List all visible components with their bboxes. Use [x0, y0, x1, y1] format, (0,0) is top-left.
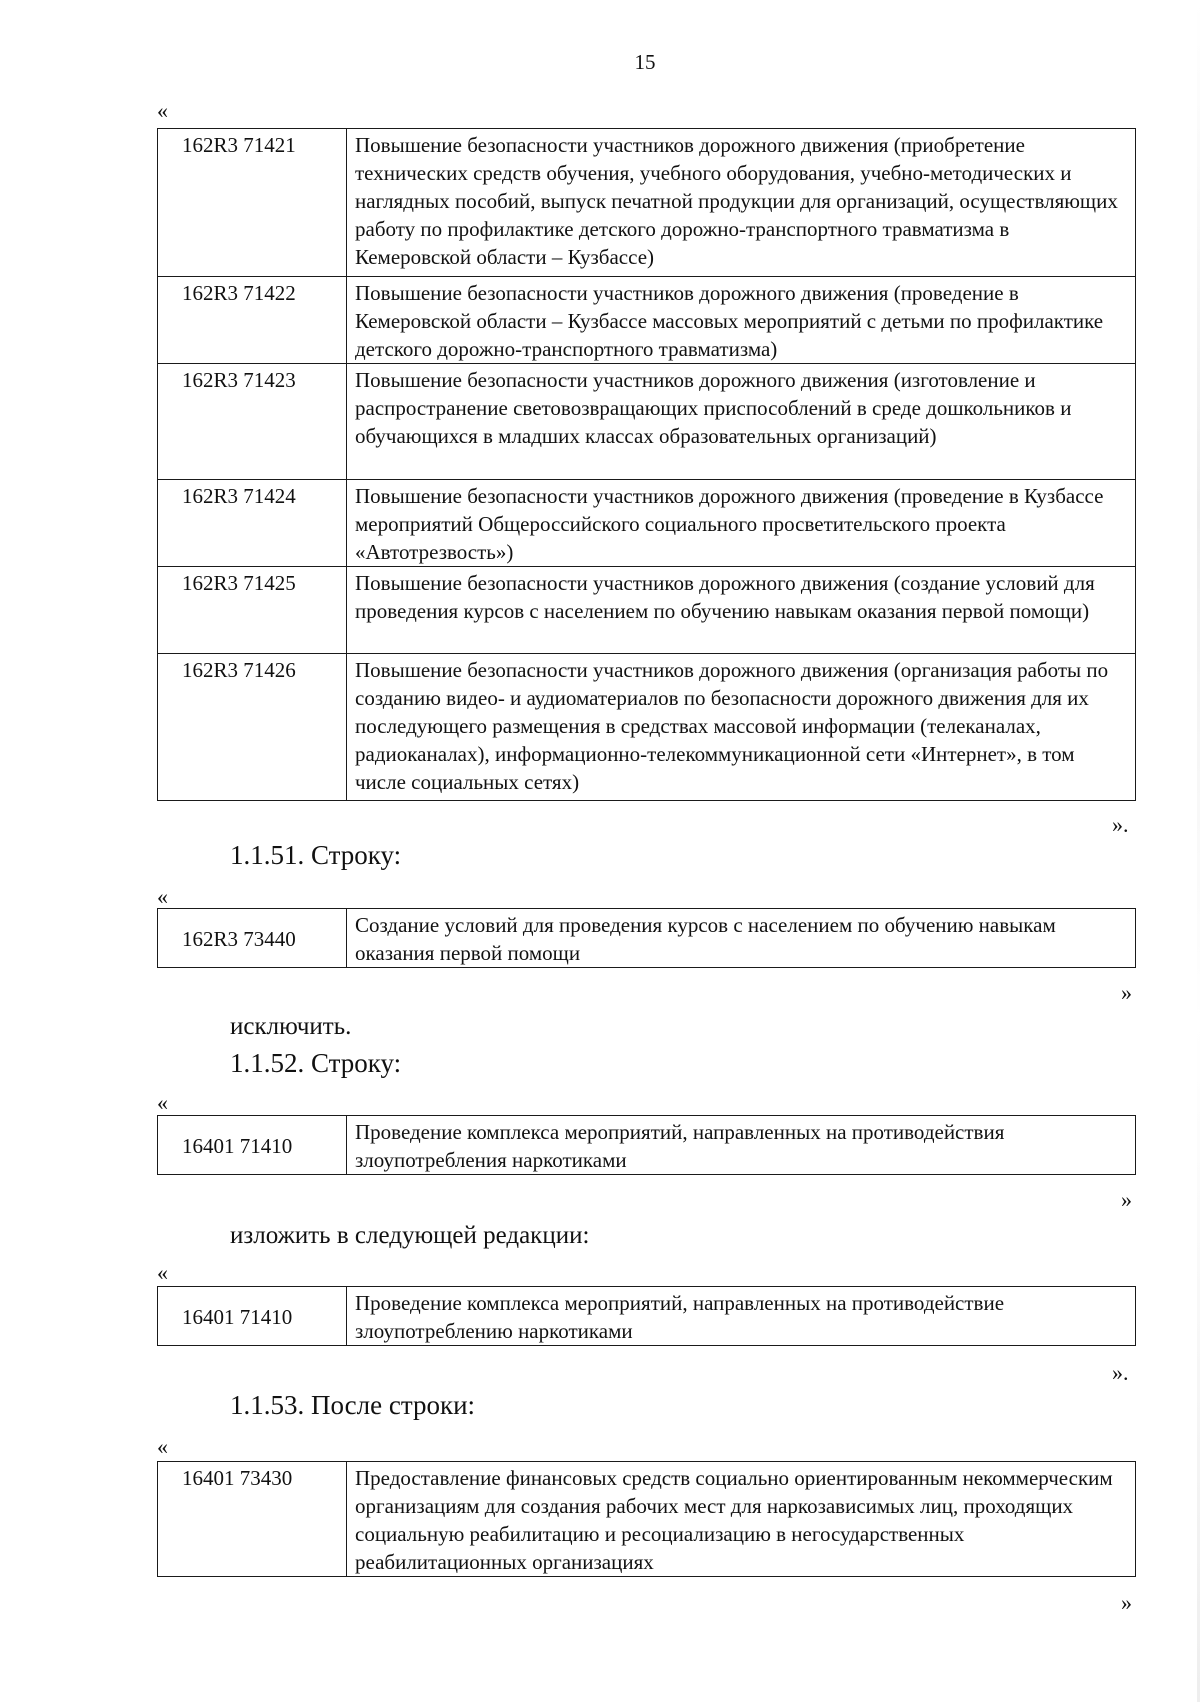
- open-quote: «: [157, 1090, 168, 1115]
- row-description: Создание условий для проведения курсов с населением по обучению навыкам оказания первой помощи: [347, 909, 1136, 968]
- table-row: [158, 1287, 1136, 1346]
- codes-table-1-1-52-old: [157, 1115, 1136, 1175]
- section-heading-1-1-51: 1.1.51. Строку:: [230, 840, 402, 870]
- table-row: [158, 654, 1136, 801]
- row-code: 16401 71410: [158, 1287, 347, 1346]
- row-code: 162R3 71426: [158, 654, 347, 801]
- action-text: исключить.: [230, 1013, 352, 1040]
- section-heading-1-1-52: 1.1.52. Строку:: [230, 1048, 402, 1078]
- row-description: Повышение безопасности участников дорожного движения (проведение в Кемеровской области – Кузбассе массовых мероприятий с детьми по профилактике детского дорожно-транспортного травматизма): [347, 277, 1136, 364]
- codes-table-main: [157, 128, 1136, 801]
- table-row: [158, 277, 1136, 364]
- row-description: Повышение безопасности участников дорожного движения (приобретение технических средств обучения, учебного оборудования, учебно-методических и наглядных пособий, выпуск печатной продукции для организаций, осуществляющих работу по профилактике детского дорожно-транспортного травматизма в Кемеровской области – Кузбассе): [347, 129, 1136, 277]
- page-number: 15: [634, 50, 656, 74]
- row-description: Повышение безопасности участников дорожного движения (создание условий для проведения курсов с населением по обучению навыкам оказания первой помощи): [347, 567, 1136, 654]
- row-code: 162R3 73440: [158, 909, 347, 968]
- row-description: Повышение безопасности участников дорожного движения (организация работы по созданию видео- и аудиоматериалов по безопасности дорожного движения для их последующего размещения в средствах массовой информации (телеканалах, радиоканалах), информационно-телекоммуникационной сети «Интернет», в том числе социальных сетях): [347, 654, 1136, 801]
- table-row: [158, 1116, 1136, 1175]
- codes-table-1-1-52-new: [157, 1286, 1136, 1346]
- open-quote: «: [157, 1260, 168, 1285]
- row-description: Предоставление финансовых средств социально ориентированным некоммерческим организациям для создания рабочих мест для наркозависимых лиц, проходящих социальную реабилитацию и ресоциализацию в негосударственных реабилитационных организациях: [347, 1462, 1136, 1577]
- table-row: [158, 480, 1136, 567]
- section-heading-1-1-53: 1.1.53. После строки:: [230, 1390, 476, 1420]
- close-quote: »: [1121, 1590, 1132, 1615]
- row-description: Повышение безопасности участников дорожного движения (изготовление и распространение световозвращающих приспособлений в среде дошкольников и обучающихся в младших классах образовательных организаций): [347, 364, 1136, 480]
- open-quote: «: [157, 98, 168, 123]
- close-quote: ».: [1112, 812, 1129, 837]
- table-row: [158, 129, 1136, 277]
- open-quote: «: [157, 884, 168, 909]
- row-description: Повышение безопасности участников дорожного движения (проведение в Кузбассе мероприятий Общероссийского социального просветительского проекта «Автотрезвость»): [347, 480, 1136, 567]
- codes-table-1-1-53: [157, 1461, 1136, 1577]
- row-code: 162R3 71422: [158, 277, 347, 364]
- row-code: 16401 73430: [158, 1462, 347, 1577]
- row-description: Проведение комплекса мероприятий, направленных на противодействия злоупотребления наркотиками: [347, 1116, 1136, 1175]
- table-row: [158, 1462, 1136, 1577]
- row-code: 162R3 71424: [158, 480, 347, 567]
- table-row: [158, 567, 1136, 654]
- row-code: 162R3 71421: [158, 129, 347, 277]
- close-quote: ».: [1112, 1360, 1129, 1385]
- row-code: 16401 71410: [158, 1116, 347, 1175]
- table-row: [158, 909, 1136, 968]
- codes-table-1-1-51: [157, 908, 1136, 968]
- row-code: 162R3 71423: [158, 364, 347, 480]
- row-description: Проведение комплекса мероприятий, направленных на противодействие злоупотреблению наркотиками: [347, 1287, 1136, 1346]
- close-quote: »: [1121, 1187, 1132, 1212]
- row-code: 162R3 71425: [158, 567, 347, 654]
- open-quote: «: [157, 1434, 168, 1459]
- table-row: [158, 364, 1136, 480]
- action-text: изложить в следующей редакции:: [230, 1222, 590, 1249]
- close-quote: »: [1121, 980, 1132, 1005]
